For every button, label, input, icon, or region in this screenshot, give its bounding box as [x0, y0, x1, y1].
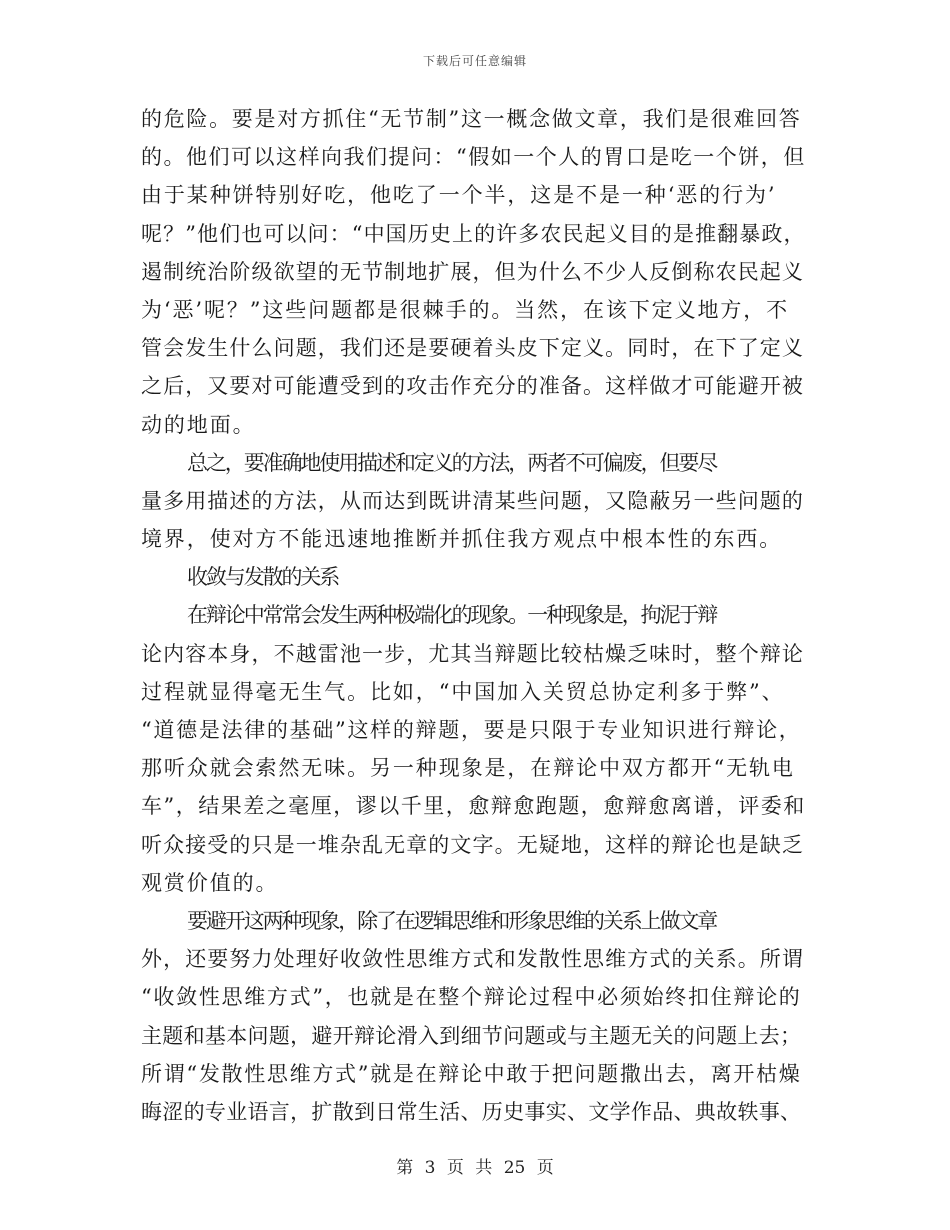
- text-line: “道德是法律的基础”这样的辩题，要是只限于专业知识进行辩论，: [141, 718, 802, 742]
- text-line: 主题和基本问题，避开辩论滑入到细节问题或与主题无关的问题上去；: [141, 1023, 802, 1048]
- text-line: 动的地面。: [141, 412, 256, 437]
- text-line: “收敛性思维方式”，也就是在整个辩论过程中必须始终扣住辩论的: [141, 985, 802, 1010]
- text-line: 之后，又要对可能遭受到的攻击作充分的准备。这样做才可能避开被: [141, 374, 804, 399]
- text-line: 收敛与发散的关系: [187, 565, 339, 590]
- text-line: 晦涩的专业语言，扩散到日常生活、历史事实、文学作品、典故轶事、: [141, 1099, 802, 1124]
- text-line: 外，还要努力处理好收敛性思维方式和发散性思维方式的关系。所谓: [141, 947, 804, 972]
- text-line: 那听众就会索然无味。另一种现象是，在辩论中双方都开“无轨电: [141, 756, 795, 781]
- text-line: 总之，要准确地使用描述和定义的方法，两者不可偏废，但要尽: [187, 450, 717, 475]
- page-footer: 第 3 页 共 25 页: [396, 1158, 554, 1178]
- text-line: 车”，结果差之毫厘，谬以千里，愈辩愈跑题，愈辩愈离谱，评委和: [141, 794, 806, 819]
- text-line: 量多用描述的方法，从而达到既讲清某些问题，又隐蔽另一些问题的: [141, 488, 804, 513]
- text-line: 过程就显得毫无生气。比如，“中国加入关贸总协定利多于弊”、: [141, 679, 785, 704]
- text-line: 所谓“发散性思维方式”就是在辩论中敢于把问题撒出去，离开枯燥: [141, 1061, 802, 1086]
- text-line: 由于某种饼特别好吃，他吃了一个半，这是不是一种‘恶的行为’: [141, 183, 777, 208]
- text-line: 的。他们可以这样向我们提问：“假如一个人的胃口是吃一个饼，但: [141, 145, 806, 170]
- text-line: 遏制统治阶级欲望的无节制地扩展，但为什么不少人反倒称农民起义: [141, 259, 804, 284]
- text-line: 要避开这两种现象，除了在逻辑思维和形象思维的关系上做文章: [187, 908, 717, 933]
- text-line: 境界，使对方不能迅速地推断并抓住我方观点中根本性的东西。: [141, 527, 783, 552]
- text-line: 听众接受的只是一堆杂乱无章的文字。无疑地，这样的辩论也是缺乏: [141, 832, 804, 857]
- text-line: 论内容本身，不越雷池一步，尤其当辩题比较枯燥乏味时，整个辩论: [141, 641, 804, 666]
- text-line: 为‘恶’呢？”这些问题都是很棘手的。当然，在该下定义地方，不: [141, 297, 790, 322]
- text-line: 观赏价值的。: [141, 870, 279, 895]
- page-header: 下载后可任意编辑: [422, 54, 527, 68]
- text-line: 呢？”他们也可以问：“中国历史上的许多农民起义目的是推翻暴政，: [141, 221, 806, 246]
- text-line: 的危险。要是对方抓住“无节制”这一概念做文章，我们是很难回答: [141, 107, 802, 131]
- text-line: 在辩论中常常会发生两种极端化的现象。一种现象是，拘泥于辩: [187, 603, 717, 628]
- text-line: 管会发生什么问题，我们还是要硬着头皮下定义。同时，在下了定义: [141, 336, 804, 361]
- document-body: [141, 100, 805, 1131]
